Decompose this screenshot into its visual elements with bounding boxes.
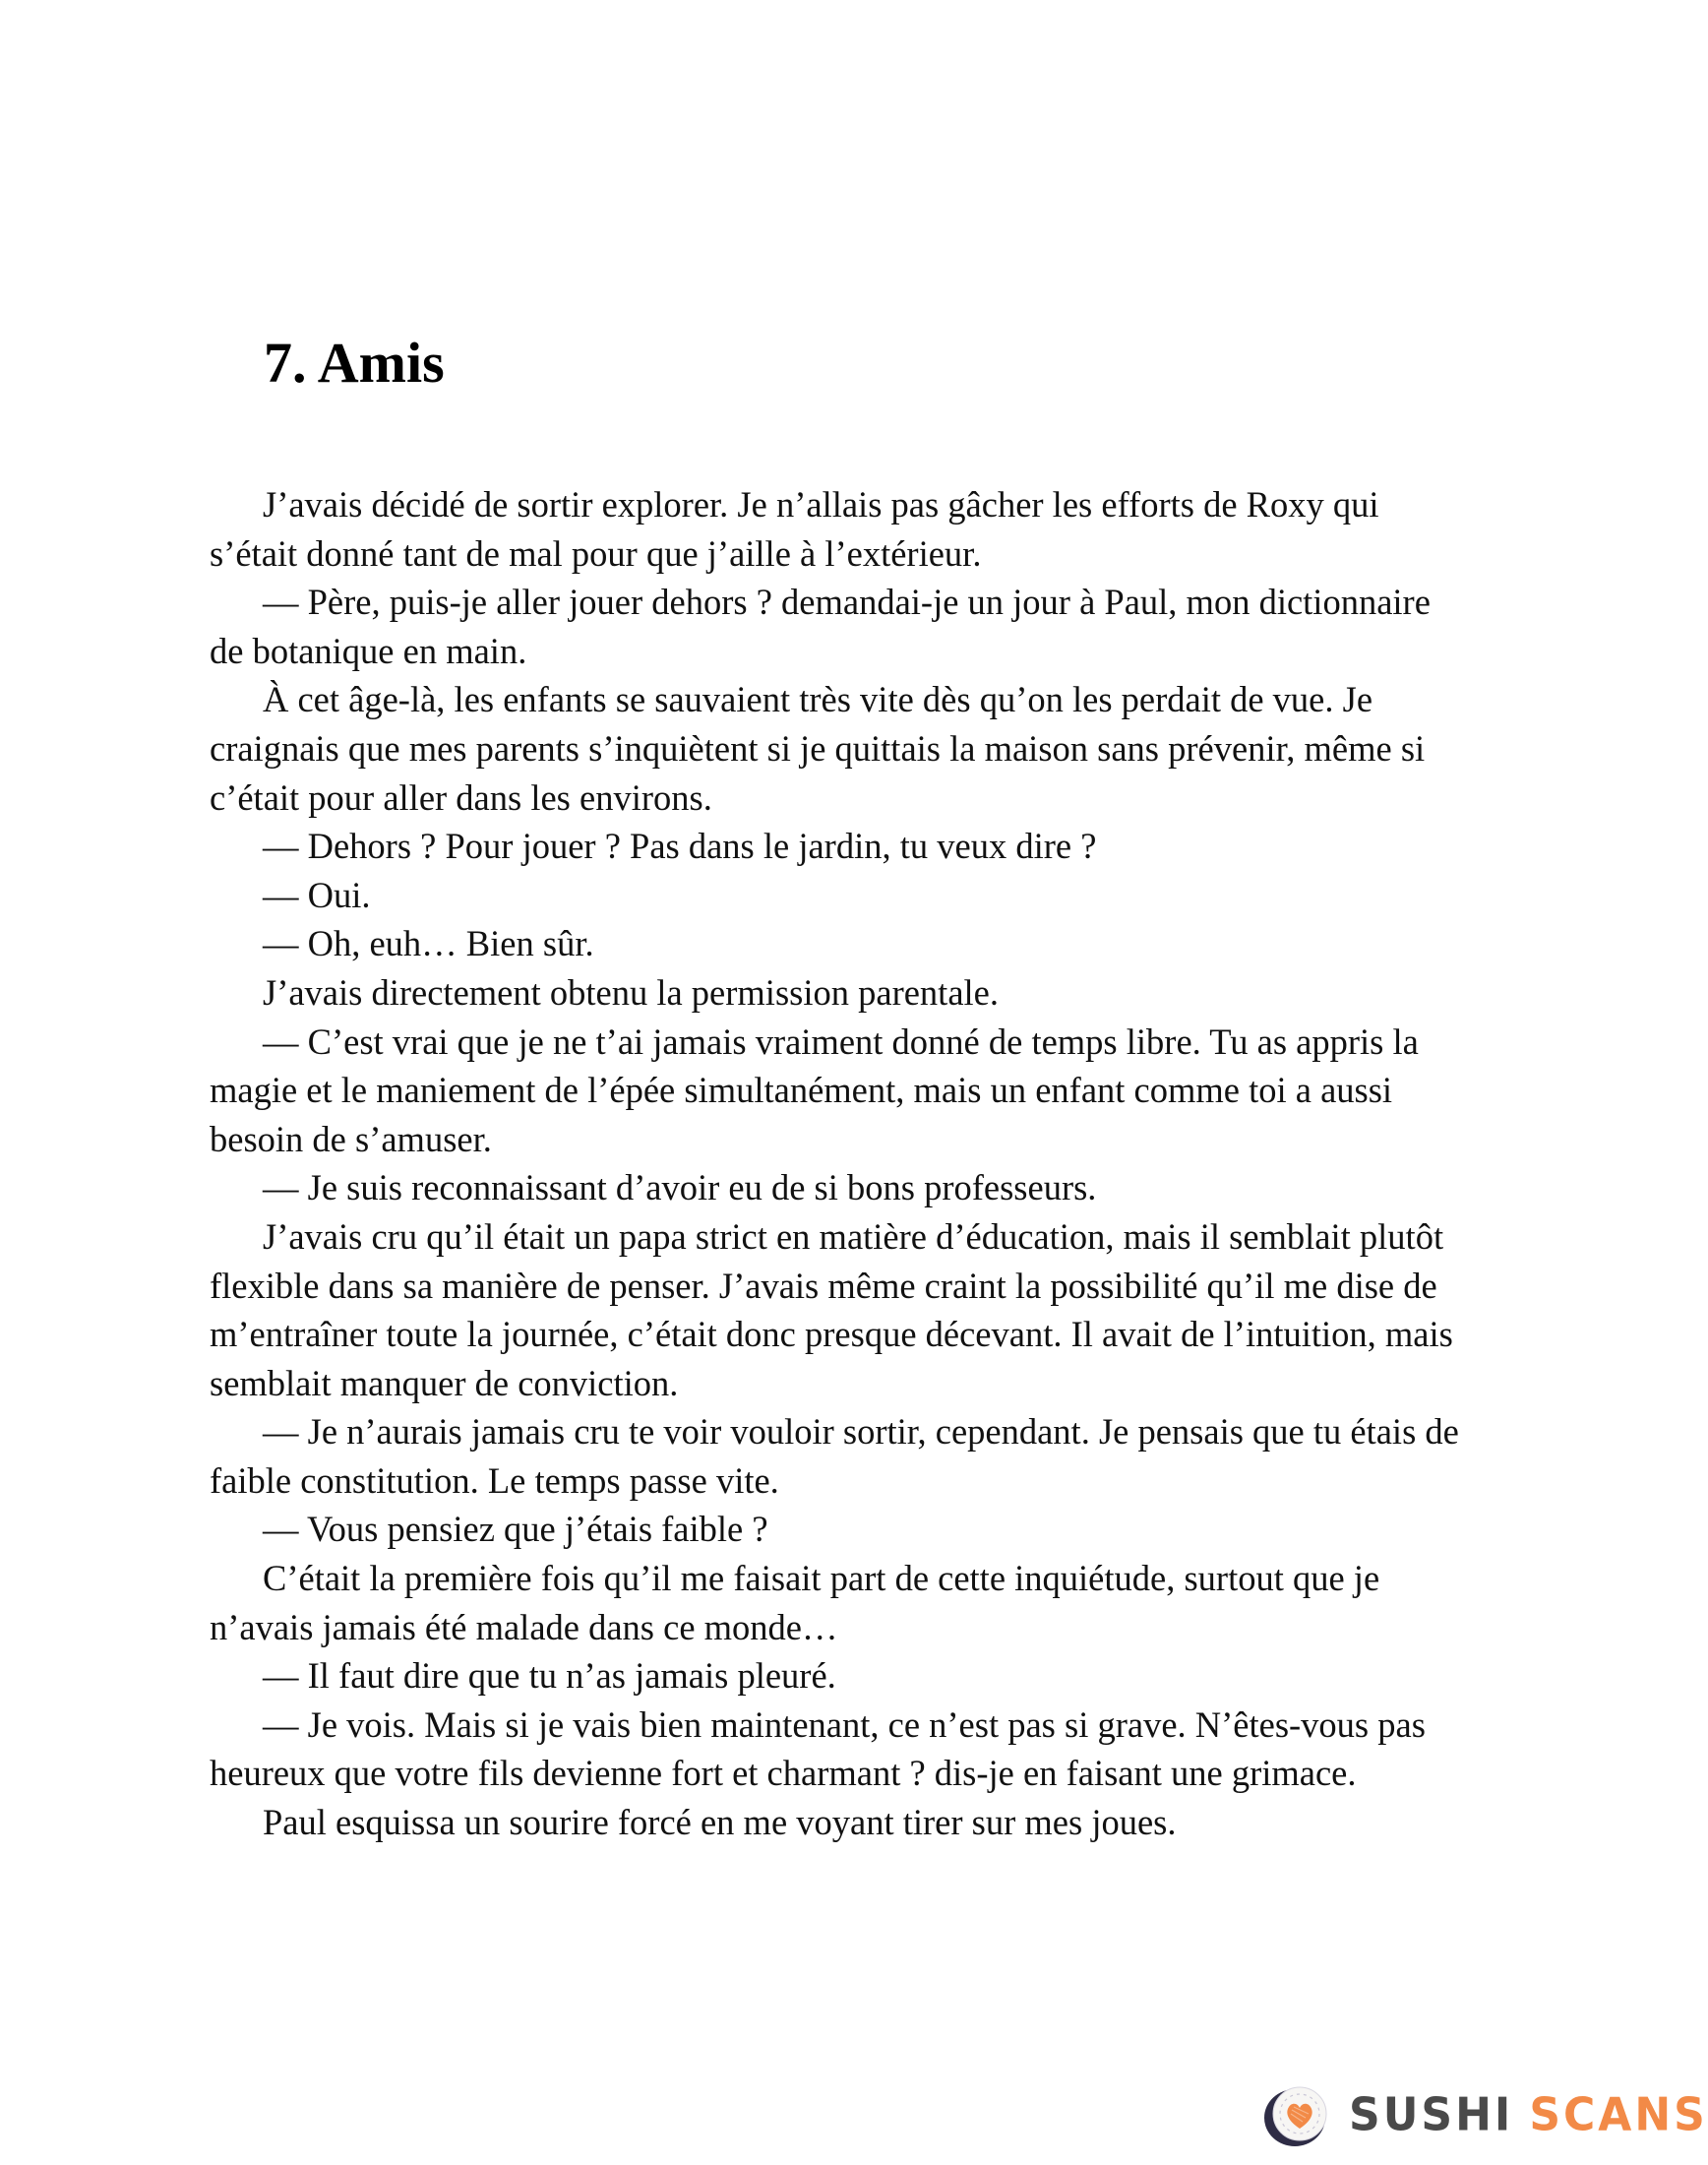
paragraph: Paul esquissa un sourire forcé en me voyant tirer sur mes joues.	[263, 1802, 1177, 1843]
watermark-word-sushi: SUSHI	[1349, 2088, 1514, 2142]
watermark-word-scans: SCANS	[1529, 2088, 1708, 2142]
paragraph: C’était la première fois qu’il me faisait part de cette inquiétude, surtout que je n’avais jamais été malade dans ce monde…	[210, 1558, 1380, 1647]
paragraph: J’avais décidé de sortir explorer. Je n’allais pas gâcher les efforts de Roxy qui s’était donné tant de mal pour que j’aille à l’extérieur.	[210, 484, 1379, 574]
chapter-body	[210, 480, 1459, 1847]
sushi-roll-heart-icon	[1262, 2083, 1331, 2148]
paragraph: À cet âge-là, les enfants se sauvaient très vite dès qu’on les perdait de vue. Je craignais que mes parents s’inquiètent si je quittais la maison sans prévenir, même si c’était pour aller dans les environs.	[210, 679, 1426, 818]
paragraph: — Je n’aurais jamais cru te voir vouloir sortir, cependant. Je pensais que tu étais de faible constitution. Le temps passe vite.	[210, 1411, 1459, 1501]
paragraph: — Oh, euh… Bien sûr.	[263, 923, 594, 964]
paragraph: — Oui.	[263, 874, 371, 915]
chapter-title: 7. Amis	[264, 331, 445, 395]
paragraph: — Père, puis-je aller jouer dehors ? demandai-je un jour à Paul, mon dictionnaire de botanique en main.	[210, 582, 1431, 671]
paragraph: — Je vois. Mais si je vais bien maintenant, ce n’est pas si grave. N’êtes-vous pas heureux que votre fils devienne fort et charmant ? dis-je en faisant une grimace.	[210, 1703, 1426, 1794]
paragraph: J’avais cru qu’il était un papa strict en matière d’éducation, mais il semblait plutôt flexible dans sa manière de penser. J’avais même craint la possibilité qu’il me dise de m’entraîner toute la journée, c’était donc presque décevant. Il avait de l’intuition, mais semblait manquer de conviction.	[210, 1215, 1453, 1403]
paragraph: — Je suis reconnaissant d’avoir eu de si bons professeurs.	[263, 1167, 1097, 1208]
paragraph: — Vous pensiez que j’étais faible ?	[263, 1509, 768, 1550]
paragraph: — C’est vrai que je ne t’ai jamais vraiment donné de temps libre. Tu as appris la magie et le maniement de l’épée simultanément, mais un enfant comme toi a aussi besoin de s’amuser.	[210, 1021, 1419, 1159]
paragraph: — Il faut dire que tu n’as jamais pleuré.	[263, 1655, 836, 1697]
paragraph: — Dehors ? Pour jouer ? Pas dans le jardin, tu veux dire ?	[263, 826, 1097, 867]
paragraph: J’avais directement obtenu la permission parentale.	[263, 971, 999, 1013]
sushi-scans-watermark	[1262, 2084, 1708, 2147]
